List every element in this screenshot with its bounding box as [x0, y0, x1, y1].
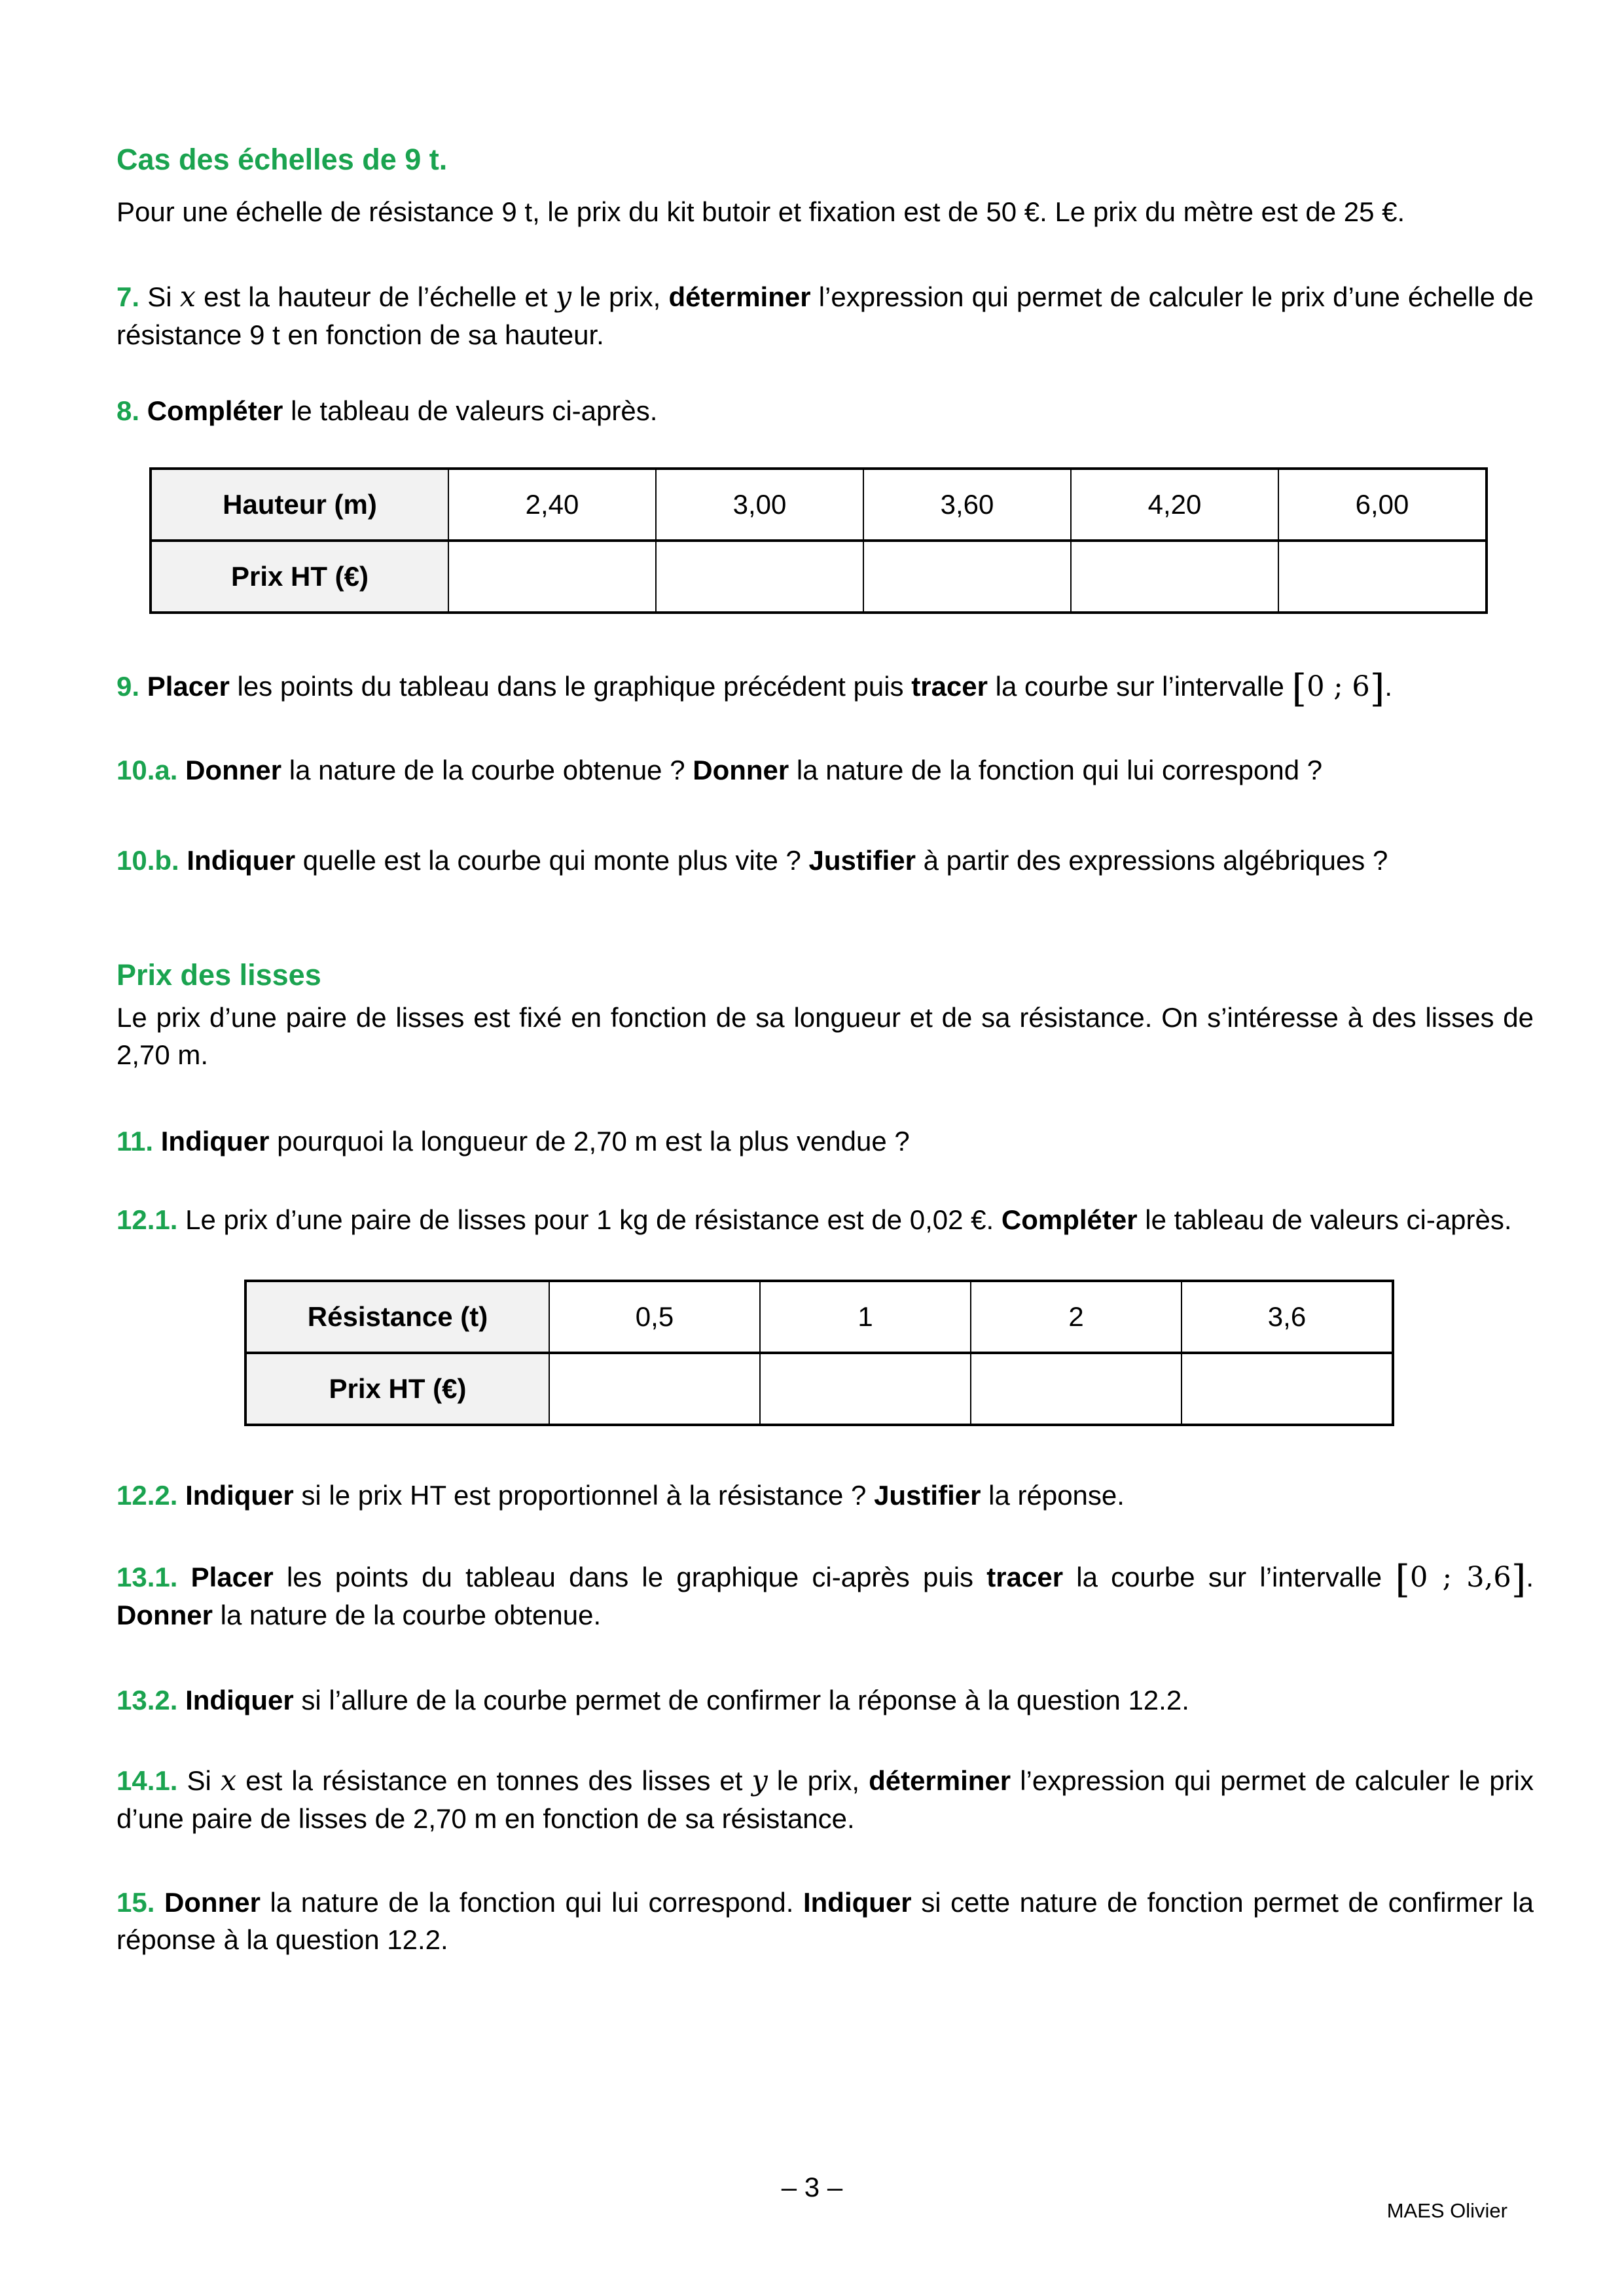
question-number: 7.	[117, 281, 148, 312]
text-segment: Indiquer	[185, 1480, 294, 1511]
text-segment: Justifier	[808, 845, 916, 876]
section-prix-lisses	[117, 958, 1534, 1958]
value-cell: 3,00	[656, 469, 863, 541]
question-number: 11.	[117, 1126, 161, 1157]
text-segment: si cette nature de fonction permet de confirmer la réponse à la question 12.2.	[117, 1887, 1534, 1955]
section-echelles-9t	[117, 143, 1534, 879]
question-10b	[117, 842, 1534, 879]
question-15	[117, 1884, 1534, 1958]
value-cell: 3,6	[1182, 1281, 1393, 1353]
text-segment: Donner	[117, 1600, 213, 1630]
text-segment: x	[179, 281, 196, 314]
text-segment: y	[555, 281, 571, 314]
question-number: 8.	[117, 395, 147, 426]
question-13-1	[117, 1558, 1534, 1634]
text-segment: le prix,	[767, 1765, 869, 1796]
text-segment: Indiquer	[803, 1887, 912, 1918]
text-segment: est la hauteur de l’échelle et	[195, 281, 556, 312]
text-segment: la réponse.	[981, 1480, 1125, 1511]
question-number: 12.1.	[117, 1204, 186, 1235]
text-segment: la courbe sur l’intervalle	[988, 671, 1292, 702]
value-cell: 0,5	[549, 1281, 760, 1353]
question-13-2	[117, 1681, 1534, 1719]
text-segment: Donner	[693, 755, 789, 785]
empty-answer-cell	[863, 541, 1071, 613]
question-8	[117, 392, 1534, 429]
text-segment: Indiquer	[185, 1685, 294, 1715]
row-header-cell: Résistance (t)	[245, 1281, 549, 1353]
text-segment: la nature de la fonction qui lui correspond.	[260, 1887, 803, 1918]
text-segment: Si	[147, 281, 180, 312]
text-segment: .	[1526, 1562, 1534, 1592]
text-segment: 0 ; 3,6	[1410, 1561, 1511, 1594]
value-cell: 2	[971, 1281, 1182, 1353]
text-segment: la courbe sur l’intervalle	[1063, 1562, 1396, 1592]
question-number: 13.1.	[117, 1562, 191, 1592]
question-number: 13.2.	[117, 1685, 186, 1715]
table-row	[245, 1353, 1393, 1425]
text-segment: y	[751, 1765, 768, 1797]
text-segment: pourquoi la longueur de 2,70 m est la plus vendue ?	[269, 1126, 910, 1157]
text-segment: Si	[187, 1765, 221, 1796]
question-9	[117, 666, 1534, 711]
question-14-1	[117, 1762, 1534, 1837]
value-cell: 4,20	[1071, 469, 1278, 541]
intro-lisses: Le prix d’une paire de lisses est fixé en fonction de sa longueur et de sa résistance. On s’intéresse à des lisses de 2,70 m.	[117, 1002, 1534, 1070]
text-segment: l’expression qui permet de calculer le prix d’une échelle de résistance 9 t en fonction de sa hauteur.	[117, 281, 1534, 350]
section-heading-lisses: Prix des lisses	[117, 958, 321, 992]
empty-answer-cell	[1278, 541, 1487, 613]
text-segment: si le prix HT est proportionnel à la résistance ?	[293, 1480, 875, 1511]
page-number: – 3 –	[781, 2172, 843, 2202]
question-number: 10.a.	[117, 755, 186, 785]
table-row	[245, 1281, 1393, 1353]
question-number: 10.b.	[117, 845, 187, 876]
text-segment: Donner	[164, 1887, 261, 1918]
section-heading-echelles: Cas des échelles de 9 t.	[117, 143, 448, 176]
text-segment: Compléter	[1001, 1204, 1138, 1235]
resistance-prix-table	[244, 1280, 1394, 1426]
text-segment: le tableau de valeurs ci-après.	[1137, 1204, 1512, 1235]
text-segment: ]	[1369, 666, 1385, 711]
row-header-cell: Prix HT (€)	[245, 1353, 549, 1425]
text-segment: Placer	[190, 1562, 274, 1592]
table-row	[151, 469, 1487, 541]
question-number: 15.	[117, 1887, 164, 1918]
author-credit: MAES Olivier	[1386, 2199, 1507, 2222]
text-segment: x	[220, 1765, 237, 1797]
value-cell: 3,60	[863, 469, 1071, 541]
row-header-cell: Hauteur (m)	[151, 469, 448, 541]
question-11	[117, 1122, 1534, 1160]
text-segment: l’expression qui permet de calculer le prix d’une paire de lisses de 2,70 m en fonction de sa résistance.	[117, 1765, 1534, 1834]
value-cell: 1	[760, 1281, 971, 1353]
row-header-cell: Prix HT (€)	[151, 541, 448, 613]
text-segment: les points du tableau dans le graphique ci-après puis	[273, 1562, 987, 1592]
intro-echelles: Pour une échelle de résistance 9 t, le prix du kit butoir et fixation est de 50 €. Le prix du mètre est de 25 €.	[117, 196, 1405, 227]
text-segment: tracer	[986, 1562, 1064, 1592]
text-segment: Indiquer	[187, 845, 296, 876]
question-12-2	[117, 1477, 1534, 1514]
empty-answer-cell	[760, 1353, 971, 1425]
text-segment: si l’allure de la courbe permet de confirmer la réponse à la question 12.2.	[293, 1685, 1189, 1715]
empty-answer-cell	[549, 1353, 760, 1425]
empty-answer-cell	[1071, 541, 1278, 613]
text-segment: Indiquer	[160, 1126, 270, 1157]
text-segment: Le prix d’une paire de lisses pour 1 kg de résistance est de 0,02 €.	[185, 1204, 1001, 1235]
text-segment: [	[1395, 1557, 1410, 1602]
text-segment: quelle est la courbe qui monte plus vite ?	[295, 845, 809, 876]
text-segment: Placer	[147, 671, 230, 702]
text-segment: le tableau de valeurs ci-après.	[283, 395, 658, 426]
text-segment: tracer	[911, 671, 988, 702]
empty-answer-cell	[656, 541, 863, 613]
empty-answer-cell	[1182, 1353, 1393, 1425]
text-segment: Justifier	[874, 1480, 981, 1511]
text-segment: la nature de la fonction qui lui correspond ?	[789, 755, 1323, 785]
text-segment: le prix,	[571, 281, 669, 312]
table-row	[151, 541, 1487, 613]
question-number: 9.	[117, 671, 147, 702]
value-cell: 6,00	[1278, 469, 1487, 541]
text-segment: ]	[1511, 1557, 1526, 1602]
question-10a	[117, 751, 1534, 789]
text-segment: la nature de la courbe obtenue ?	[281, 755, 693, 785]
text-segment: [	[1291, 666, 1307, 711]
question-number: 14.1.	[117, 1765, 187, 1796]
text-segment: est la résistance en tonnes des lisses et	[236, 1765, 752, 1796]
text-segment: la nature de la courbe obtenue.	[213, 1600, 602, 1630]
text-segment: Donner	[185, 755, 282, 785]
question-7	[117, 278, 1534, 353]
value-cell: 2,40	[448, 469, 656, 541]
text-segment: 0 ; 6	[1307, 670, 1370, 703]
hauteur-prix-table	[149, 467, 1488, 614]
text-segment: déterminer	[668, 281, 811, 312]
text-segment: déterminer	[869, 1765, 1011, 1796]
empty-answer-cell	[971, 1353, 1182, 1425]
text-segment: à partir des expressions algébriques ?	[915, 845, 1388, 876]
text-segment: les points du tableau dans le graphique précédent puis	[229, 671, 912, 702]
question-12-1	[117, 1201, 1534, 1238]
text-segment: .	[1384, 671, 1393, 702]
text-segment: Compléter	[147, 395, 283, 426]
empty-answer-cell	[448, 541, 656, 613]
question-number: 12.2.	[117, 1480, 186, 1511]
